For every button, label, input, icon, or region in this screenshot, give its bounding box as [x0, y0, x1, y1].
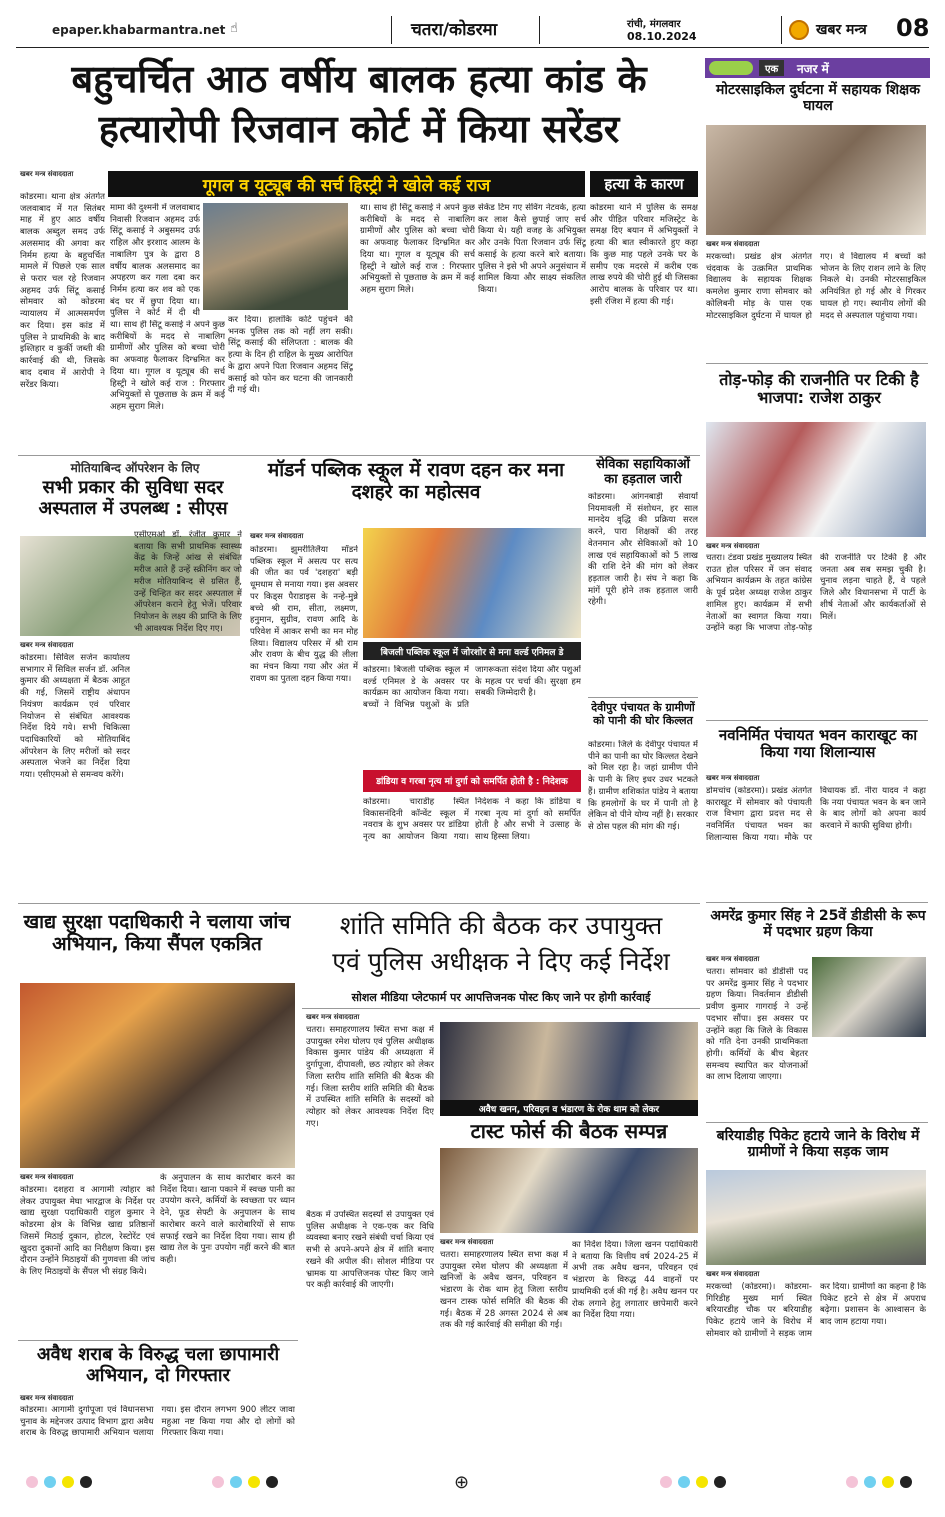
dussehra-headline: मॉडर्न पब्लिक स्कूल में रावण दहन कर मना दशहरे का महोत्सव	[267, 459, 565, 503]
issue-date: 08.10.2024	[627, 30, 697, 43]
registration-dot	[266, 1476, 278, 1488]
issue-city-day: रांची, मंगलवार	[627, 19, 681, 30]
sevika-body: कोडरमा। आंगनबाड़ी सेवायों नियमावली में संशोधन, हर साल मानदेय वृद्धि की प्रक्रिया सरल करने, पारा शिक्षकों की तरह वेतनमान और सेविकाओं को 10 लाख एवं सहायिकाओं को 5 लाख की राशि देने की मांग को लेकर हड़ताल जारी है। संघ ने कहा कि मांगें पूरी होने तक हड़ताल जारी रहेगी।	[588, 492, 698, 608]
lead-side-tag	[590, 171, 698, 197]
road-body: मरकच्चो (कोडरमा)। कोडरमा-गिरिडीह मुख्य मार्ग स्थित बरियारडीह चौक पर बरियाडीह पिकेट हटाये जाने के विरोध में सोमवार को ग्रामीणों ने सड़क जाम कर दिया। ग्रामीणों का कहना है कि पिकेट हटने से क्षेत्र में अपराध बढ़ेगा। प्रशासन के आश्वासन के बाद जाम हटाया गया।	[706, 1282, 926, 1339]
lead-byline: खबर मन्त्र संवाददाता	[20, 170, 74, 178]
lead-col-3: कर दिया। हालांकि कोर्ट पहुंचने की भनक पुलिस तक को नहीं लग सकी। सिंटू कसाई की संलिप्तता : बालक की हत्या के दिन ही राहिल के मुख्य आरोपित के द्वारा अपने पिता रिजवान अहमद सिंटू कसाई को फोन कर घटना की जानकारी दी गई थी।	[228, 315, 353, 396]
road-headline: बरियाडीह पिकेट हटाये जाने के विरोध में ग्रामीणों ने किया सड़क जाम	[716, 1128, 920, 1161]
registration-dot	[696, 1476, 708, 1488]
lead-col-2: मामा की दुश्मनी में जलवाबाद निवासी रिजवान अहमद उर्फ सिंटू कसाई ने अबुसमद उर्फ राहिल और इरशाद आलम के नाबालिग पुत्र के द्वारा 8 वर्षीय बालक अलसमाद का अपहरण कर गला दबा कर निर्मम हत्या कर शव को एक बंद घर में छुपा दिया था। पुलिस ने कोर्ट में दी थी	[110, 203, 200, 318]
lead-col-5: सेकेंड टिम गए सेविंग नेटवर्क, हत्या कर लाश कैसे छुपाई जाए सर्च किया थे। यही वजह के अभियुक्त और उनके पिता रिजवान उर्फ सिंटू कसाई के हत्या करने बारे बताया। पुलिस ने इसे भी अपने अनुसंधान में शामिल किया और साक्ष्य संकलित किया।	[478, 203, 586, 296]
rule	[706, 1122, 928, 1123]
panchayat-headline: नवनिर्मित पंचायत भवन काराखूट का किया गया शिलान्यास	[718, 726, 918, 762]
ddc-headline: अमरेंद्र कुमार सिंह ने 25वें डीडीसी के रूप में पदभार ग्रहण किया	[710, 908, 926, 941]
eye-story-1-photo	[706, 125, 926, 235]
water-headline: देवीपुर पंचायत के ग्रामीणों को पानी की घोर किल्लत	[591, 701, 695, 727]
rule	[18, 455, 700, 456]
taskforce-photo	[440, 1148, 698, 1233]
dussehra-byline: खबर मन्त्र संवाददाता	[250, 532, 304, 540]
road-byline: खबर मन्त्र संवाददाता	[706, 1270, 760, 1278]
lead-col-1: कोडरमा। थाना क्षेत्र अंतर्गत जलवाबाद में गत सितंबर माह में हुए आठ वर्षीय बालक अब्दुल समद उर्फ अलसमाद की अगवा कर निर्मम हत्या के बहुचर्चित मामले में पिछले एक साल से फरार चल रहे रिजवान अहमद उर्फ सिंटू कसाई सोमवार को कोडरमा न्यायालय में आत्मसमर्पण कर दिया। इस कांड में पुलिस ने प्राथमिकी के बाद इश्तिहार व कुर्की जब्ती की कार्रवाई की थी, जिसके बाद दबाव में आरोपी ने सरेंडर किया।	[20, 192, 105, 390]
food-byline: खबर मन्त्र संवाददाता	[20, 1173, 74, 1181]
registration-dot	[714, 1476, 726, 1488]
cataract-headline: सभी प्रकार की सुविधा सदर अस्पताल में उपलब्ध : सीएस	[38, 477, 228, 519]
taskforce-body: चतरा। समाहरणालय स्थित सभा कक्ष में उपायुक्त रमेश घोलप की अध्यक्षता में खनिजों के अवैध खनन, परिवहन व भंडारण के रोक थाम हेतु जिला स्तरीय खनन टास्क फोर्स समिति की बैठक की गई। बैठक में 28 अगस्त 2024 से अब तक की गई कार्रवाई की समीक्षा की गई।	[440, 1250, 568, 1331]
masthead	[16, 14, 929, 48]
brand-name: खबर मन्त्र	[816, 22, 867, 38]
liquor-byline: खबर मन्त्र संवाददाता	[20, 1394, 74, 1402]
panchayat-body: डोमचांच (कोडरमा)। प्रखंड अंतर्गत काराखूट में सोमवार को पंचायती राज विभाग द्वारा प्रदत्त मद से नवनिर्मित पंचायत भवन का शिलान्यास किया गया। मौके पर विधायक डॉ. नीरा यादव ने कहा कि नया पंचायत भवन के बन जाने के बाद लोगों को अपना कार्य करवाने में काफी सुविधा होगी।	[706, 786, 926, 843]
taskforce-byline: खबर मन्त्र संवाददाता	[440, 1238, 494, 1246]
cataract-byline: खबर मन्त्र संवाददाता	[20, 641, 74, 649]
eye-logo-icon	[709, 61, 753, 75]
cataract-body: कोडरमा। सिविल सर्जन कार्यालय सभागार में सिविल सर्जन डॉ. अनिल कुमार की अध्यक्षता में बैठक आहूत की गई, जिसमें राष्ट्रीय अंधापन नियंत्रण कार्यक्रम एवं परिवार नियोजन से संबंधित आवश्यक निर्देश दिये गये। सभी चिकित्सा पदाधिकारियों को मोतियाबिंद ऑपरेशन के लिए मरीजों को सदर अस्पताल भेजने का निर्देश दिया गया। एसीएमओ से समन्वय करेंगे।	[20, 653, 130, 781]
peace-byline: खबर मन्त्र संवाददाता	[306, 1013, 360, 1021]
registration-dot	[846, 1476, 858, 1488]
registration-dot	[26, 1476, 38, 1488]
panchayat-byline: खबर मन्त्र संवाददाता	[706, 774, 760, 782]
eye-badge: एक	[759, 60, 784, 76]
rule	[588, 697, 698, 698]
masthead-divider	[781, 16, 782, 44]
lead-side-tag-label: हत्या के कारण	[604, 175, 684, 193]
masthead-divider	[391, 16, 392, 44]
registration-dot	[212, 1476, 224, 1488]
food-headline: खाद्य सुरक्षा पदाधिकारी ने चलाया जांच अभियान, किया सैंपल एकत्रित	[23, 911, 291, 955]
ddc-photo	[812, 957, 926, 1037]
lead-col-2b: था। साथ ही सिंटू कसाई ने अपने कुछ करीबियों के मदद से नाबालिग ग्रामीणों और पुलिस को बच्चा चोरी का अफवाह फैलाकर दिग्भ्रमित कर दिया था। गूगल व यूट्यूब की सर्च हिस्ट्री ने खोले कई राज : गिरफ्तार अभियुक्तों से पूछताछ के क्रम में कई अहम सुराग मिले।	[110, 320, 225, 413]
peace-body: चतरा। समाहरणालय स्थित सभा कक्ष में उपायुक्त रमेश घोलप एवं पुलिस अधीक्षक विकास कुमार पांडेय की अध्यक्षता में दुर्गापूजा, दीपावली, छठ त्योहार को लेकर जिला स्तरीय शांति समिति की बैठक की गई। जिला स्तरीय शांति समिति की बैठक में उपस्थित शांति समिति के सदस्यों को त्योहार को लेकर आवश्यक निर्देश दिए गए।	[306, 1025, 434, 1129]
ddc-body: चतरा। सोमवार को डीडीसी पद पर अमरेंद्र कुमार सिंह ने पदभार ग्रहण किया। निवर्तमान डीडीसी प्रवीण कुमार गागराई ने उन्हें पदभार सौंपा। इस अवसर पर उन्होंने कहा कि जिले के विकास को गति देना उनकी प्राथमिकता होगी। कर्मियों के बीच बेहतर समन्वय स्थापित कर योजनाओं का लाभ दिलाया जाएगा।	[706, 967, 808, 1083]
dandiya-banner	[363, 770, 581, 792]
taskforce-headline: टास्ट फोर्स की बैठक सम्पन्न	[470, 1119, 668, 1143]
eye-label: नजर में	[797, 62, 829, 76]
peace-headline-1: शांति समिति की बैठक कर उपायुक्त	[339, 911, 663, 940]
ddc-byline: खबर मन्त्र संवाददाता	[706, 955, 760, 963]
bjp-body: चतरा। टंडवा प्रखंड मुख्यालय स्थित राउत होल परिसर में जन संवाद अभियान कार्यक्रम के तहत कांग्रेस के पूर्व प्रदेश अध्यक्ष राजेश ठाकुर शामिल हुए। कार्यक्रम में सभी नेताओं का स्वागत किया गया। उन्होंने कहा कि भाजपा तोड़-फोड़ की राजनीति पर टिकी है और जनता अब सब समझ चुकी है। चुनाव लड़ना चाहते हैं, वे पहले जिले और विधानसभा में पार्टी के शीर्ष नेताओं और कार्यकर्ताओं से मिलें।	[706, 553, 926, 634]
peace-body-2: बैठक में उपस्थित सदस्यों से उपायुक्त एवं पुलिस अधीक्षक ने एक-एक कर विधि व्यवस्था बनाए रखने संबंधी चर्चा किया एवं सभी से अपने-अपने क्षेत्र में शांति बनाए रखने की अपील की। सोशल मीडिया पर भ्रामक या आपत्तिजनक पोस्ट किए जाने पर कड़ी कार्रवाई की जाएगी।	[306, 1210, 434, 1291]
rule	[302, 1008, 700, 1009]
road-photo	[706, 1170, 926, 1265]
registration-dot	[44, 1476, 56, 1488]
cataract-kicker: मोतियाबिन्द ऑपरेशन के लिए	[70, 461, 200, 475]
taskforce-body-2: का निर्देश दिया। जिला खनन पदाधिकारी ने बताया कि वित्तीय वर्ष 2024-25 में अभी तक अवैध खनन, परिवहन एवं भंडारण के विरुद्ध 44 वाहनों पर प्राथमिकी दर्ज की गई है। अवैध खनन पर रोक लगाने हेतु लगातार छापेमारी करने का निर्देश दिया गया।	[572, 1240, 698, 1321]
lead-subhead-banner	[108, 171, 585, 197]
lead-headline-1: बहुचर्चित आठ वर्षीय बालक हत्या कांड के	[71, 57, 647, 101]
bjp-headline: तोड़-फोड़ की राजनीति पर टिकी है भाजपा: राजेश ठाकुर	[719, 370, 919, 408]
lead-photo	[203, 203, 348, 310]
bjp-byline: खबर मन्त्र संवाददाता	[706, 542, 760, 550]
footer-bar	[16, 1470, 929, 1500]
peace-subhead: सोशल मीडिया प्लेटफार्म पर आपत्तिजनक पोस्ट किए जाने पर होगी कार्रवाई	[351, 991, 651, 1004]
dandiya-body: कोडरमा। चाराडीह स्थित विकासनंदिनी कॉन्वेंट स्कूल में नवरात्र के शुभ अवसर पर डांडिया नृत्य का आयोजन किया गया। निदेशक ने कहा कि डांडिया व गरबा नृत्य मां दुर्गा को समर्पित होती है और सभी ने उत्साह के साथ हिस्सा लिया।	[363, 797, 581, 843]
section-name: चतरा/कोडरमा	[411, 20, 498, 40]
bjp-photo	[706, 422, 926, 537]
masthead-divider	[539, 16, 540, 44]
lead-col-4: था। साथ ही सिंटू कसाई ने अपने कुछ करीबियों के मदद से नाबालिग ग्रामीणों और पुलिस को बच्चा चोरी का अफवाह फैलाकर दिग्भ्रमित कर दिया था। गूगल व यूट्यूब की सर्च हिस्ट्री ने खोले कई राज : गिरफ्तार अभियुक्तों से पूछताछ के क्रम में कई अहम सुराग मिले।	[360, 203, 475, 296]
dussehra-photo	[363, 528, 581, 638]
registration-dot	[660, 1476, 672, 1488]
brand-logo-icon	[789, 20, 809, 40]
peace-photo	[440, 1022, 698, 1102]
crosshair-icon: ⊕	[454, 1472, 470, 1493]
cursor-icon: ☝	[230, 21, 238, 36]
food-body-2: के अनुपालन के साथ कारोबार करने का निर्देश दिया। खाना पकाने में स्वच्छ पानी का उपयोग करने, कर्मियों के स्वच्छता पर ध्यान देने, फूड सेफ्टी के अनुपालन के साथ कारोबार करने वाले कारोबारियों से साफ सफाई रखने का निर्देश दिया गया। साथ ही खाद्य तेल के पुनः उपयोग नहीं करने की बात कही।	[160, 1173, 295, 1266]
dussehra-photo-caption	[363, 642, 581, 660]
rule	[706, 363, 928, 364]
cataract-body-2: एसीएमओ डॉ. रंजीत कुमार ने बताया कि सभी प्राथमिक स्वास्थ्य केंद्र के जिन्हें आंख से संबंधित मरीज आते हैं उन्हें स्क्रीनिंग कर जो मरीज मोतियाबिन्द से ग्रसित हैं, उन्हें चिन्हित कर सदर अस्पताल में ऑपरेशन कराने हेतु भेजें। परिवार नियोजन के लक्ष्य की प्राप्ति के लिए भी आवश्यक निर्देश दिए गए।	[134, 530, 242, 634]
page-number: 08	[896, 14, 930, 42]
dussehra-body: कोडरमा। झुमरीतिलैया मॉडर्न पब्लिक स्कूल में असत्य पर सत्य की जीत का पर्व 'दशहरा' बड़ी धूमधाम से मनाया गया। इस अवसर पर किड्स पैराडाइस के नन्हे-मुन्ने बच्चे श्री राम, सीता, लक्ष्मण, हनुमान, सुग्रीव, रावण आदि के परिवेश में आकर सभी का मन मोह लिया। विद्यालय परिसर में श्री राम और रावण के बीच युद्ध की लीला का मंचन किया गया और अंत में रावण का पुतला दहन किया गया।	[250, 545, 358, 684]
eye-header	[705, 58, 930, 78]
eye-story-1-body: मरकच्चो। प्रखंड क्षेत्र अंतर्गत चंदवाक के उत्क्रमित प्राथमिक विद्यालय के सहायक शिक्षक कमलेश कुमार राणा सोमवार को कोलिबनी मोड़ के पास एक मोटरसाइकिल दुर्घटना में घायल हो गए। वे विद्यालय में बच्चों को भोजन के लिए राशन लाने के लिए निकले थे। उनकी मोटरसाइकिल अनियंत्रित हो गई और वे गिरकर घायल हो गए। स्थानीय लोगों की मदद से अस्पताल पहुंचाया गया।	[706, 252, 926, 321]
food-body: कोडरमा। दशहरा व आगामी त्योहार को लेकर उपायुक्त मेघा भारद्वाज के निर्देश पर खाद्य सुरक्षा पदाधिकारी राहुल कुमार ने कोडरमा क्षेत्र के विभिन्न खाद्य प्रतिष्ठानों जिसमें मिठाई दुकान, होटल, रेस्टोरेंट एवं खुदरा दुकानों आदि का निरीक्षण किया। इस दौरान उन्होंने मिठाइयों की गुणवत्ता की जांच के लिए मिठाइयों के सैंपल भी संग्रह किये।	[20, 1185, 155, 1278]
registration-dot	[900, 1476, 912, 1488]
food-photo	[20, 983, 295, 1168]
liquor-headline: अवैध शराब के विरुद्ध चला छापामारी अभियान, दो गिरफ्तार	[36, 1344, 280, 1386]
registration-dot	[882, 1476, 894, 1488]
registration-dot	[864, 1476, 876, 1488]
site-url[interactable]: epaper.khabarmantra.net	[52, 23, 226, 37]
dandiya-banner-text: डांडिया व गरबा नृत्य मां दुर्गा को समर्पित होती है : निदेशक	[376, 777, 568, 787]
rule	[18, 1340, 298, 1341]
taskforce-kicker: अवैध खनन, परिवहन व भंडारण के रोक थाम को लेकर	[478, 1105, 660, 1115]
rule	[706, 902, 928, 903]
registration-dot	[678, 1476, 690, 1488]
lead-headline-2: हत्यारोपी रिजवान कोर्ट में किया सरेंडर	[98, 107, 620, 151]
taskforce-kicker-banner	[440, 1100, 698, 1116]
eye-story-1-headline: मोटरसाइकिल दुर्घटना में सहायक शिक्षक घायल	[716, 82, 920, 115]
registration-dot	[248, 1476, 260, 1488]
animal-day-body: कोडरमा। बिजली पब्लिक स्कूल में वर्ल्ड एनिमल डे के अवसर पर कार्यक्रम का आयोजन किया गया। बच्चों ने विभिन्न पशुओं के प्रति जागरूकता संदेश दिया और पशुओं के महत्व पर चर्चा की। सुरक्षा हम सबकी जिम्मेदारी है।	[363, 665, 581, 711]
registration-dot	[62, 1476, 74, 1488]
water-body: कोडरमा। जिले के देवीपुर पंचायत में पीने का पानी का घोर किल्लत देखने को मिल रहा है। जहां ग्रामीण पीने के पानी के लिए इधर उधर भटकते हैं। ग्रामीण शशिकांत पांडेय ने बताया कि हमलोगों के घर में पानी तो है लेकिन वो पीने योग्य नहीं है। सरकार से ठोस पहल की मांग की गई।	[588, 740, 698, 833]
registration-dot	[80, 1476, 92, 1488]
peace-headline-2: एवं पुलिस अधीक्षक ने दिए कई निर्देश	[332, 947, 670, 976]
photo-caption-text: बिजली पब्लिक स्कूल में जोरशोर से मना वर्ल्ड एनिमल डे	[380, 648, 564, 658]
sevika-headline: सेविका सहायिकाओं का हड़ताल जारी	[596, 457, 690, 487]
lead-subhead: गूगल व यूट्यूब की सर्च हिस्ट्री ने खोले कई राज	[202, 176, 491, 196]
lead-col-6: कोडरमा थाने में पुलिस के समक्ष और पीड़ित परिवार मजिस्ट्रेट के समक्ष दिए बयान में अभियुक्तों ने हत्या की बात स्वीकारते हुए कहा कि कुछ माह पहले उनके घर के समीप एक मदरसे में करीब एक लाख रुपये की चोरी हुई थी जिसका आरोप बालक के परिवार पर था। इसी रंजिश में हत्या की गई।	[590, 203, 698, 307]
registration-dot	[230, 1476, 242, 1488]
rule	[706, 720, 928, 721]
eye-story-1-byline: खबर मन्त्र संवाददाता	[706, 240, 760, 248]
liquor-body: कोडरमा। आगामी दुर्गापूजा एवं विधानसभा चुनाव के मद्देनजर उत्पाद विभाग द्वारा अवैध शराब के विरुद्ध छापामारी अभियान चलाया गया। इस दौरान लगभग 900 लीटर जावा महुआ नष्ट किया गया और दो लोगों को गिरफ्तार किया गया।	[20, 1405, 295, 1439]
rule	[18, 903, 700, 904]
